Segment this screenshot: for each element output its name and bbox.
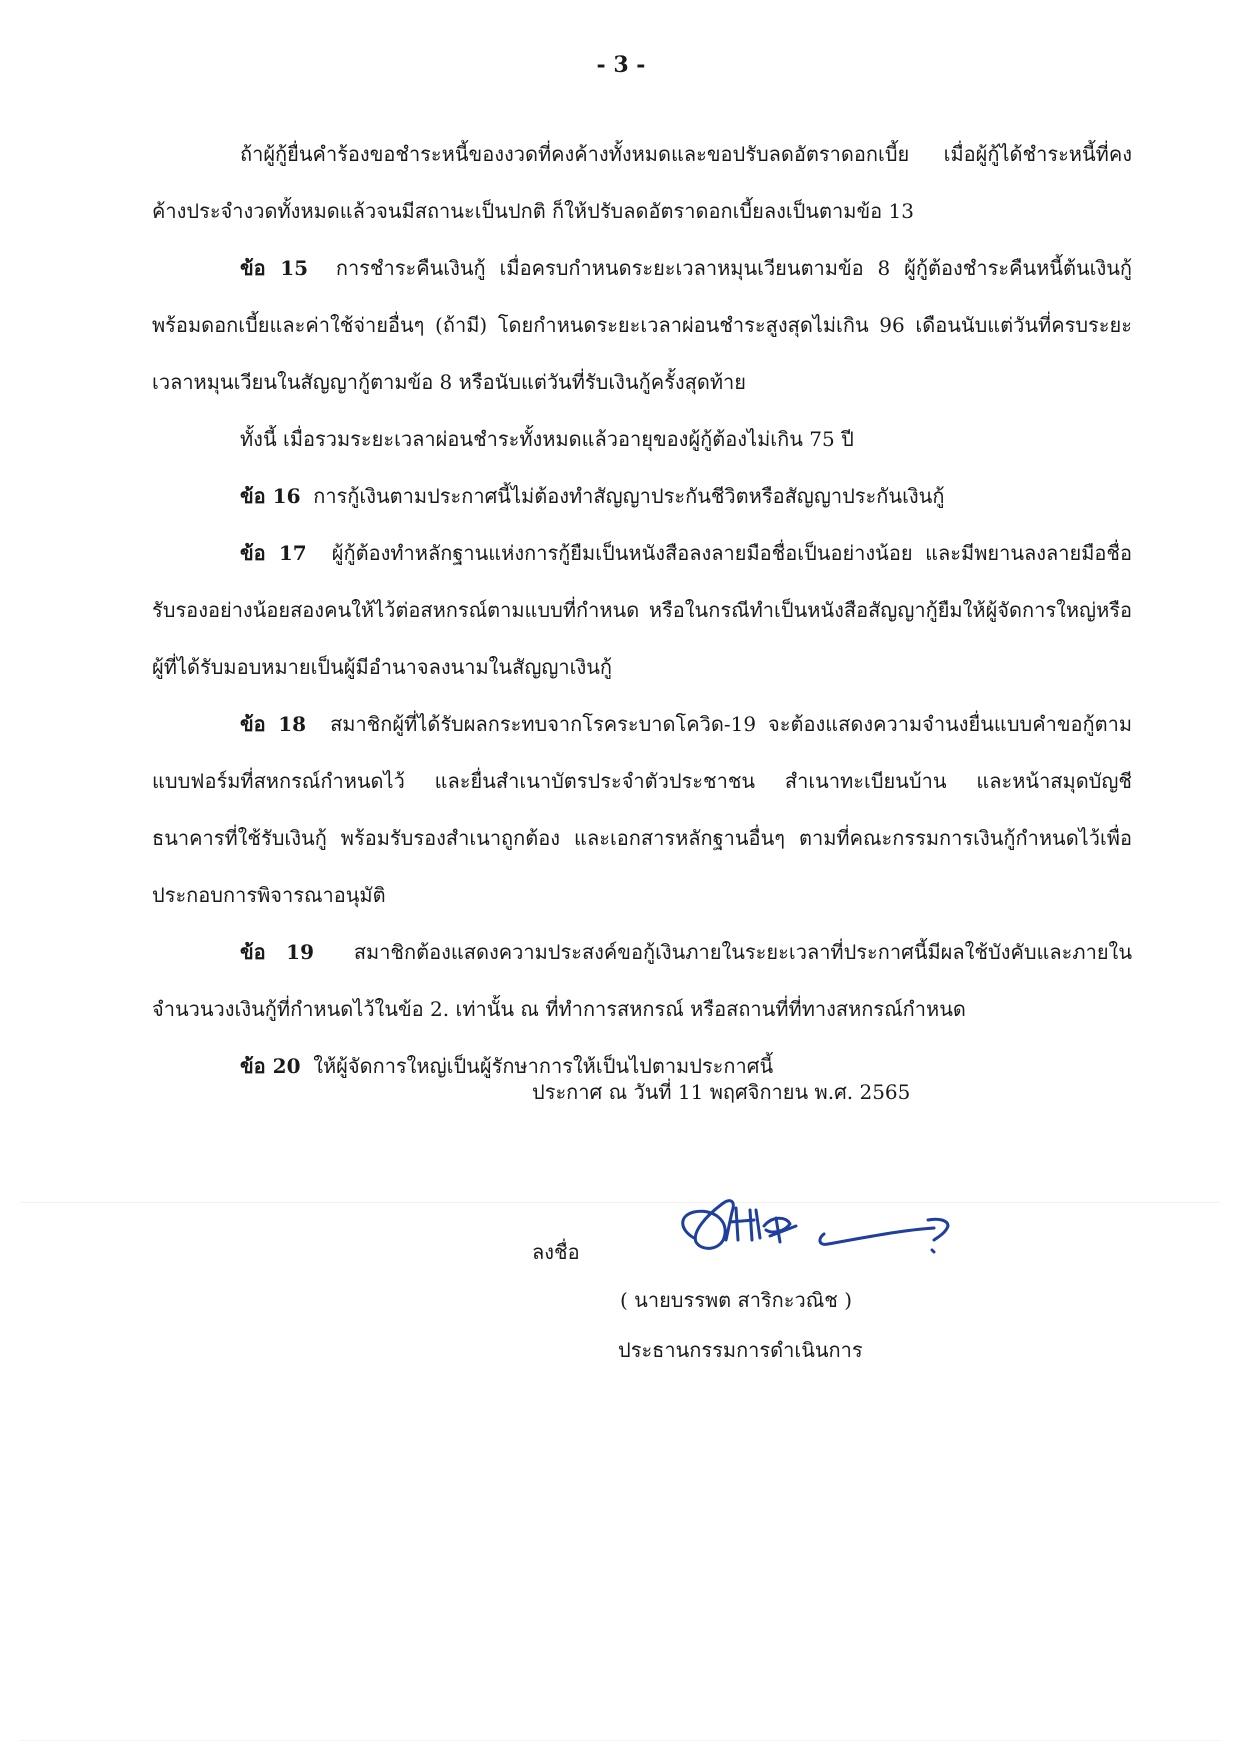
- clause-text: ให้ผู้จัดการใหญ่เป็นผู้รักษาการให้เป็นไปตามประกาศนี้: [313, 1054, 774, 1078]
- clause-text: สมาชิกต้องแสดงความประสงค์ขอกู้เงินภายในระยะเวลาที่ประกาศนี้มีผลใช้บังคับและภายในจำนวนวงเงินกู้ที่กำหนดไว้ในข้อ 2. เท่านั้น ณ ที่ทำการสหกรณ์ หรือสถานที่ที่ทางสหกรณ์กำหนด: [152, 940, 1132, 1021]
- clause-number: ข้อ 16: [240, 484, 301, 508]
- clause-number: ข้อ 17: [240, 541, 307, 565]
- document-body: [152, 126, 1132, 1095]
- clause-text: การชำระคืนเงินกู้ เมื่อครบกำหนดระยะเวลาหมุนเวียนตามข้อ 8 ผู้กู้ต้องชำระคืนหนี้ต้นเงินกู้พร้อมดอกเบี้ยและค่าใช้จ่ายอื่นๆ (ถ้ามี) โดยกำหนดระยะเวลาผ่อนชำระสูงสุดไม่เกิน 96 เดือนนับแต่วันที่ครบระยะเวลาหมุนเวียนในสัญญากู้ตามข้อ 8 หรือนับแต่วันที่รับเงินกู้ครั้งสุดท้าย: [152, 256, 1133, 394]
- paragraph-intro: [152, 126, 1132, 240]
- signature-label: ลงชื่อ: [532, 1240, 580, 1264]
- clause-text: สมาชิกผู้ที่ได้รับผลกระทบจากโรคระบาดโควิด-19 จะต้องแสดงความจำนงยื่นแบบคำขอกู้ตามแบบฟอร์มที่สหกรณ์กำหนดไว้ และยื่นสำเนาบัตรประจำตัวประชาชน สำเนาทะเบียนบ้าน และหน้าสมุดบัญชีธนาคารที่ใช้รับเงินกู้ พร้อมรับรองสำเนาถูกต้อง และเอกสารหลักฐานอื่นๆ ตามที่คณะกรรมการเงินกู้กำหนดไว้เพื่อประกอบการพิจารณาอนุมัติ: [152, 712, 1133, 907]
- clause-15: [152, 240, 1132, 411]
- handwritten-signature: [672, 1186, 972, 1270]
- announcement-date: ประกาศ ณ วันที่ 11 พฤศจิกายน พ.ศ. 2565: [532, 1080, 911, 1104]
- paragraph-age-limit: [152, 411, 1132, 468]
- signer-name: ( นายบรรพต สาริกะวณิช ): [620, 1288, 853, 1312]
- clause-18: [152, 696, 1132, 924]
- clause-17: [152, 525, 1132, 696]
- clause-text: การกู้เงินตามประกาศนี้ไม่ต้องทำสัญญาประกันชีวิตหรือสัญญาประกันเงินกู้: [313, 484, 945, 508]
- scan-divider: [20, 1202, 1220, 1203]
- clause-number: ข้อ 20: [240, 1054, 301, 1078]
- clause-text: ผู้กู้ต้องทำหลักฐานแห่งการกู้ยืมเป็นหนังสือลงลายมือชื่อเป็นอย่างน้อย และมีพยานลงลายมือชื่อรับรองอย่างน้อยสองคนให้ไว้ต่อสหกรณ์ตามแบบที่กำหนด หรือในกรณีทำเป็นหนังสือสัญญากู้ยืมให้ผู้จัดการใหญ่หรือผู้ที่ได้รับมอบหมายเป็นผู้มีอำนาจลงนามในสัญญาเงินกู้: [152, 541, 1133, 679]
- signer-title: ประธานกรรมการดำเนินการ: [618, 1338, 863, 1362]
- paragraph-text: ทั้งนี้ เมื่อรวมระยะเวลาผ่อนชำระทั้งหมดแล้วอายุของผู้กู้ต้องไม่เกิน 75 ปี: [240, 427, 854, 451]
- clause-number: ข้อ 18: [240, 712, 307, 736]
- page-number: - 3 -: [596, 52, 646, 78]
- paragraph-text: ถ้าผู้กู้ยื่นคำร้องขอชำระหนี้ของงวดที่คงค้างทั้งหมดและขอปรับลดอัตราดอกเบี้ย เมื่อผู้กู้ได้ชำระหนี้ที่คงค้างประจำงวดทั้งหมดแล้วจนมีสถานะเป็นปกติ ก็ให้ปรับลดอัตราดอกเบี้ยลงเป็นตามข้อ 13: [152, 142, 1132, 223]
- clause-number: ข้อ 15: [240, 256, 309, 280]
- scan-edge: [20, 1740, 1220, 1741]
- clause-number: ข้อ 19: [240, 940, 315, 964]
- clause-16: [152, 468, 1132, 525]
- clause-19: [152, 924, 1132, 1038]
